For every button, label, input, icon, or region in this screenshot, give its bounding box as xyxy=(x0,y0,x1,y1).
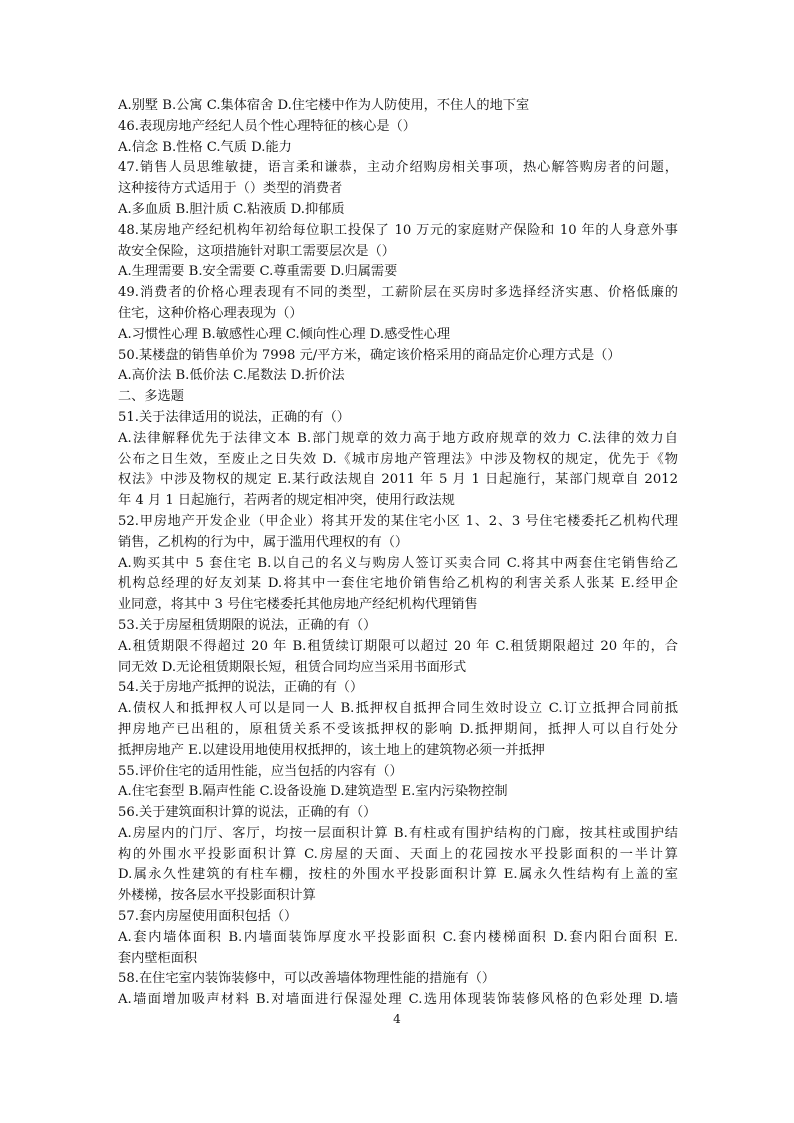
question-line: 51.关于法律适用的说法，正确的有（） xyxy=(118,409,350,425)
document-body xyxy=(118,96,678,1011)
options-line: A.法律解释优先于法律文本 B.部门规章的效力高于地方政府规章的效力 C.法律的效力自 xyxy=(118,430,678,446)
question-line: 52.甲房地产开发企业（甲企业）将其开发的某住宅小区 1、2、3 号住宅楼委托乙机构代理 xyxy=(118,513,678,529)
options-line: A.信念 B.性格 C.气质 D.能力 xyxy=(118,139,292,155)
options-line: A.住宅套型 B.隔声性能 C.设备设施 D.建筑造型 E.室内污染物控制 xyxy=(118,784,508,800)
options-line: 公布之日生效，至废止之日失效 D.《城市房地产管理法》中涉及物权的规定，优先于《物 xyxy=(118,451,678,467)
options-line: A.租赁期限不得超过 20 年 B.租赁续订期限可以超过 20 年 C.租赁期限超过 20 年的，合 xyxy=(118,638,678,654)
options-line: A.多血质 B.胆汁质 C.粘液质 D.抑郁质 xyxy=(118,201,345,217)
options-line: 业同意，将其中 3 号住宅楼委托其他房地产经纪机构代理销售 xyxy=(118,597,478,613)
question-line: 58.在住宅室内装饰装修中，可以改善墙体物理性能的措施有（） xyxy=(118,971,496,987)
options-line: 同无效 D.无论租赁期限长短，租赁合同均应当采用书面形式 xyxy=(118,659,467,675)
options-line: D.属永久性建筑的有柱车棚，按柱的外围水平投影面积计算 E.属永久性结构有上盖的室 xyxy=(118,867,678,883)
question-line: 55.评价住宅的适用性能，应当包括的内容有（） xyxy=(118,763,403,779)
question-line: 销售，乙机构的行为中，属于滥用代理权的有（） xyxy=(118,534,409,550)
options-line: 权法》中涉及物权的规定 E.某行政法规自 2011 年 5 月 1 日起施行，某部门规章自 2012 xyxy=(118,472,678,488)
question-line: 50.某楼盘的销售单价为 7998 元/平方米，确定该价格采用的商品定价心理方式是（） xyxy=(118,347,621,363)
options-line: A.生理需要 B.安全需要 C.尊重需要 D.归属需要 xyxy=(118,264,398,280)
options-line: A.墙面增加吸声材料 B.对墙面进行保湿处理 C.选用体现装饰装修风格的色彩处理 D.墙 xyxy=(118,992,678,1008)
question-line: 53.关于房屋租赁期限的说法，正确的有（） xyxy=(118,617,377,633)
question-line: 这种接待方式适用于（）类型的消费者 xyxy=(118,181,343,197)
options-line: 押房地产已出租的，原租赁关系不受该抵押权的影响 D.抵押期间，抵押人可以自行处分 xyxy=(118,721,678,737)
question-line: 47.销售人员思维敏捷，语言柔和谦恭，主动介绍购房相关事项，热心解答购房者的问题， xyxy=(118,160,678,176)
options-line: A.高价法 B.低价法 C.尾数法 D.折价法 xyxy=(118,368,345,384)
question-line: 57.套内房屋使用面积包括（） xyxy=(118,909,298,925)
options-line: 年 4 月 1 日起施行，若两者的规定相冲突，使用行政法规 xyxy=(118,493,455,509)
question-line: 48.某房地产经纪机构年初给每位职工投保了 10 万元的家庭财产保险和 10 年的人身意外事 xyxy=(118,222,678,238)
question-line: 故安全保险，这项措施针对职工需要层次是（） xyxy=(118,243,395,259)
question-line: 住宅，这种价格心理表现为（） xyxy=(118,305,303,321)
options-line: A.习惯性心理 B.敏感性心理 C.倾向性心理 D.感受性心理 xyxy=(118,326,451,342)
options-line: 机构总经理的好友刘某 D.将其中一套住宅地价销售给乙机构的利害关系人张某 E.经甲企 xyxy=(118,576,678,592)
options-line: A.套内墙体面积 B.内墙面装饰厚度水平投影面积 C.套内楼梯面积 D.套内阳台面积 E. xyxy=(118,929,678,945)
options-line: 抵押房地产 E.以建设用地使用权抵押的，该土地上的建筑物必须一并抵押 xyxy=(118,742,545,758)
question-line: 56.关于建筑面积计算的说法，正确的有（） xyxy=(118,805,377,821)
options-line: A.房屋内的门厅、客厅，均按一层面积计算 B.有柱或有围护结构的门廊，按其柱或围护结 xyxy=(118,825,678,841)
text-line: A.别墅 B.公寓 C.集体宿舍 D.住宅楼中作为人防使用，不住人的地下室 xyxy=(118,98,530,113)
question-line: 49.消费者的价格心理表现有不同的类型，工薪阶层在买房时多选择经济实惠、价格低廉的 xyxy=(118,285,678,301)
options-line: A.债权人和抵押权人可以是同一人 B.抵押权自抵押合同生效时设立 C.订立抵押合同前抵 xyxy=(118,701,678,717)
options-line: A.购买其中 5 套住宅 B.以自己的名义与购房人签订买卖合同 C.将其中两套住宅销售给乙 xyxy=(118,555,678,571)
options-line: 外楼梯，按各层水平投影面积计算 xyxy=(118,888,316,904)
section-heading: 二、多选题 xyxy=(118,389,184,405)
options-line: 构的外围水平投影面积计算 C.房屋的天面、天面上的花园按水平投影面积的一半计算 xyxy=(118,846,678,862)
page-number: 4 xyxy=(393,1012,401,1026)
question-line: 46.表现房地产经纪人员个性心理特征的核心是（） xyxy=(118,118,416,134)
options-line: 套内壁柜面积 xyxy=(118,950,198,966)
question-line: 54.关于房地产抵押的说法，正确的有（） xyxy=(118,680,364,696)
